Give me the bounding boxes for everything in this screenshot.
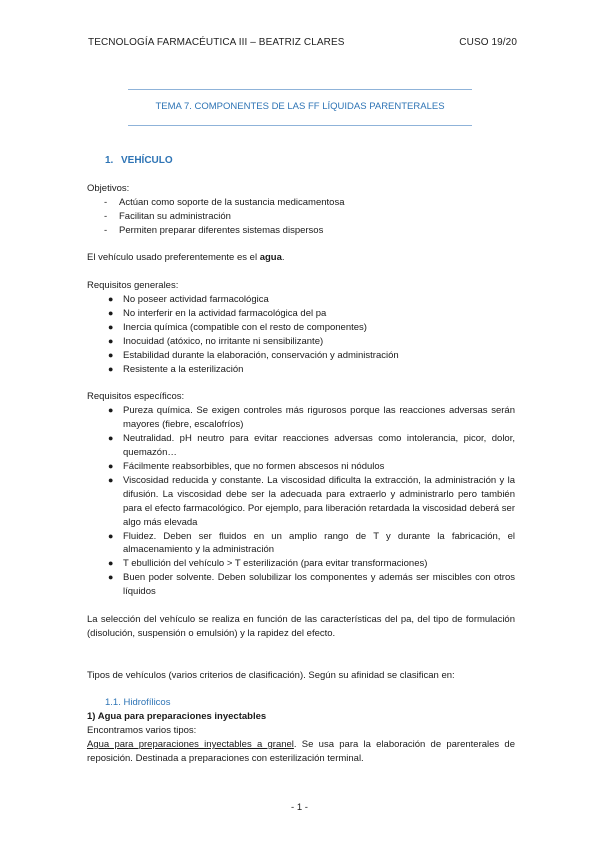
agua-heading: 1) Agua para preparaciones inyectables	[87, 711, 267, 723]
tipos-paragraph: Tipos de vehículos (varios criterios de clasificación). Según su afinidad se clasifican en:	[87, 669, 455, 681]
list-item: ● Resistente a la esterilización	[108, 363, 244, 375]
page-number: - 1 -	[291, 802, 308, 813]
list-item: ● Viscosidad reducida y constante. La viscosidad dificulta la extracción, la administración y la difusión. La viscosidad debe ser la adecuada para extraerlo y administrarlo pero también para el efecto farmacológico. Por ejemplo, para liberación retardada la viscosidad deberá ser algo más elevada	[108, 474, 515, 528]
list-item: - Facilitan su administración	[104, 210, 231, 222]
list-item: ● Neutralidad. pH neutro para evitar reacciones adversas como intolerancia, picor, dolor, quemazón…	[108, 433, 515, 459]
list-item: - Permiten preparar diferentes sistemas dispersos	[104, 224, 324, 236]
list-item: ● Buen poder solvente. Deben solubilizar los componentes y además ser miscibles con otros líquidos	[108, 572, 515, 598]
list-item: ● No interferir en la actividad farmacológica del pa	[108, 308, 327, 320]
subsection-heading-1-1: 1.1. Hidrofílicos	[105, 697, 171, 709]
vehiculo-paragraph: El vehículo usado preferentemente es el agua.	[87, 252, 285, 264]
seleccion-paragraph: La selección del vehículo se realiza en función de las características del pa, del tipo de formulación (disolución, suspensión o emulsión) y la rapidez del efecto.	[87, 613, 515, 639]
list-item: ● Inercia química (compatible con el resto de componentes)	[108, 321, 367, 333]
list-item: ● Pureza química. Se exigen controles más rigurosos porque las reacciones adversas serán mayores (fiebre, escalofríos)	[108, 405, 515, 431]
header-left: TECNOLOGÍA FARMACÉUTICA III – BEATRIZ CLARES	[88, 37, 345, 48]
header-right: CUSO 19/20	[459, 37, 517, 48]
list-item: ● Estabilidad durante la elaboración, conservación y administración	[108, 349, 399, 361]
list-item: ● T ebullición del vehículo > T esterilización (para evitar transformaciones)	[108, 558, 428, 570]
list-item: ● Inocuidad (atóxico, no irritante ni sensibilizante)	[108, 335, 324, 347]
title-rule-bottom	[128, 125, 472, 126]
document-body	[87, 150, 515, 766]
requisitos-generales-list	[87, 293, 515, 376]
section-heading-1	[105, 154, 515, 168]
title-rule-top	[128, 89, 472, 90]
requisitos-generales-heading: Requisitos generales:	[87, 280, 179, 292]
list-item: ● Fluidez. Deben ser fluidos en un amplio rango de T y durante la fabricación, el almacenamiento y la administración	[108, 530, 515, 556]
page-title: TEMA 7. COMPONENTES DE LAS FF LÍQUIDAS PARENTERALES	[155, 101, 445, 112]
requisitos-especificos-list	[87, 404, 515, 599]
granel-paragraph: Agua para preparaciones inyectables a granel. Se usa para la elaboración de parenterales de reposición. Destinada a preparaciones con esterilización terminal.	[87, 739, 515, 764]
section-number: 1.	[105, 155, 114, 166]
objetivos-heading: Objetivos:	[87, 182, 130, 194]
objetivos-list	[87, 196, 515, 238]
list-item: ● No poseer actividad farmacológica	[108, 294, 269, 306]
list-item: - Actúan como soporte de la sustancia medicamentosa	[104, 196, 345, 208]
section-title: VEHÍCULO	[121, 155, 173, 166]
list-item: ● Fácilmente reabsorbibles, que no formen abscesos ni nódulos	[108, 460, 385, 472]
requisitos-especificos-heading: Requisitos específicos:	[87, 391, 185, 403]
encontramos-paragraph: Encontramos varios tipos:	[87, 725, 197, 737]
